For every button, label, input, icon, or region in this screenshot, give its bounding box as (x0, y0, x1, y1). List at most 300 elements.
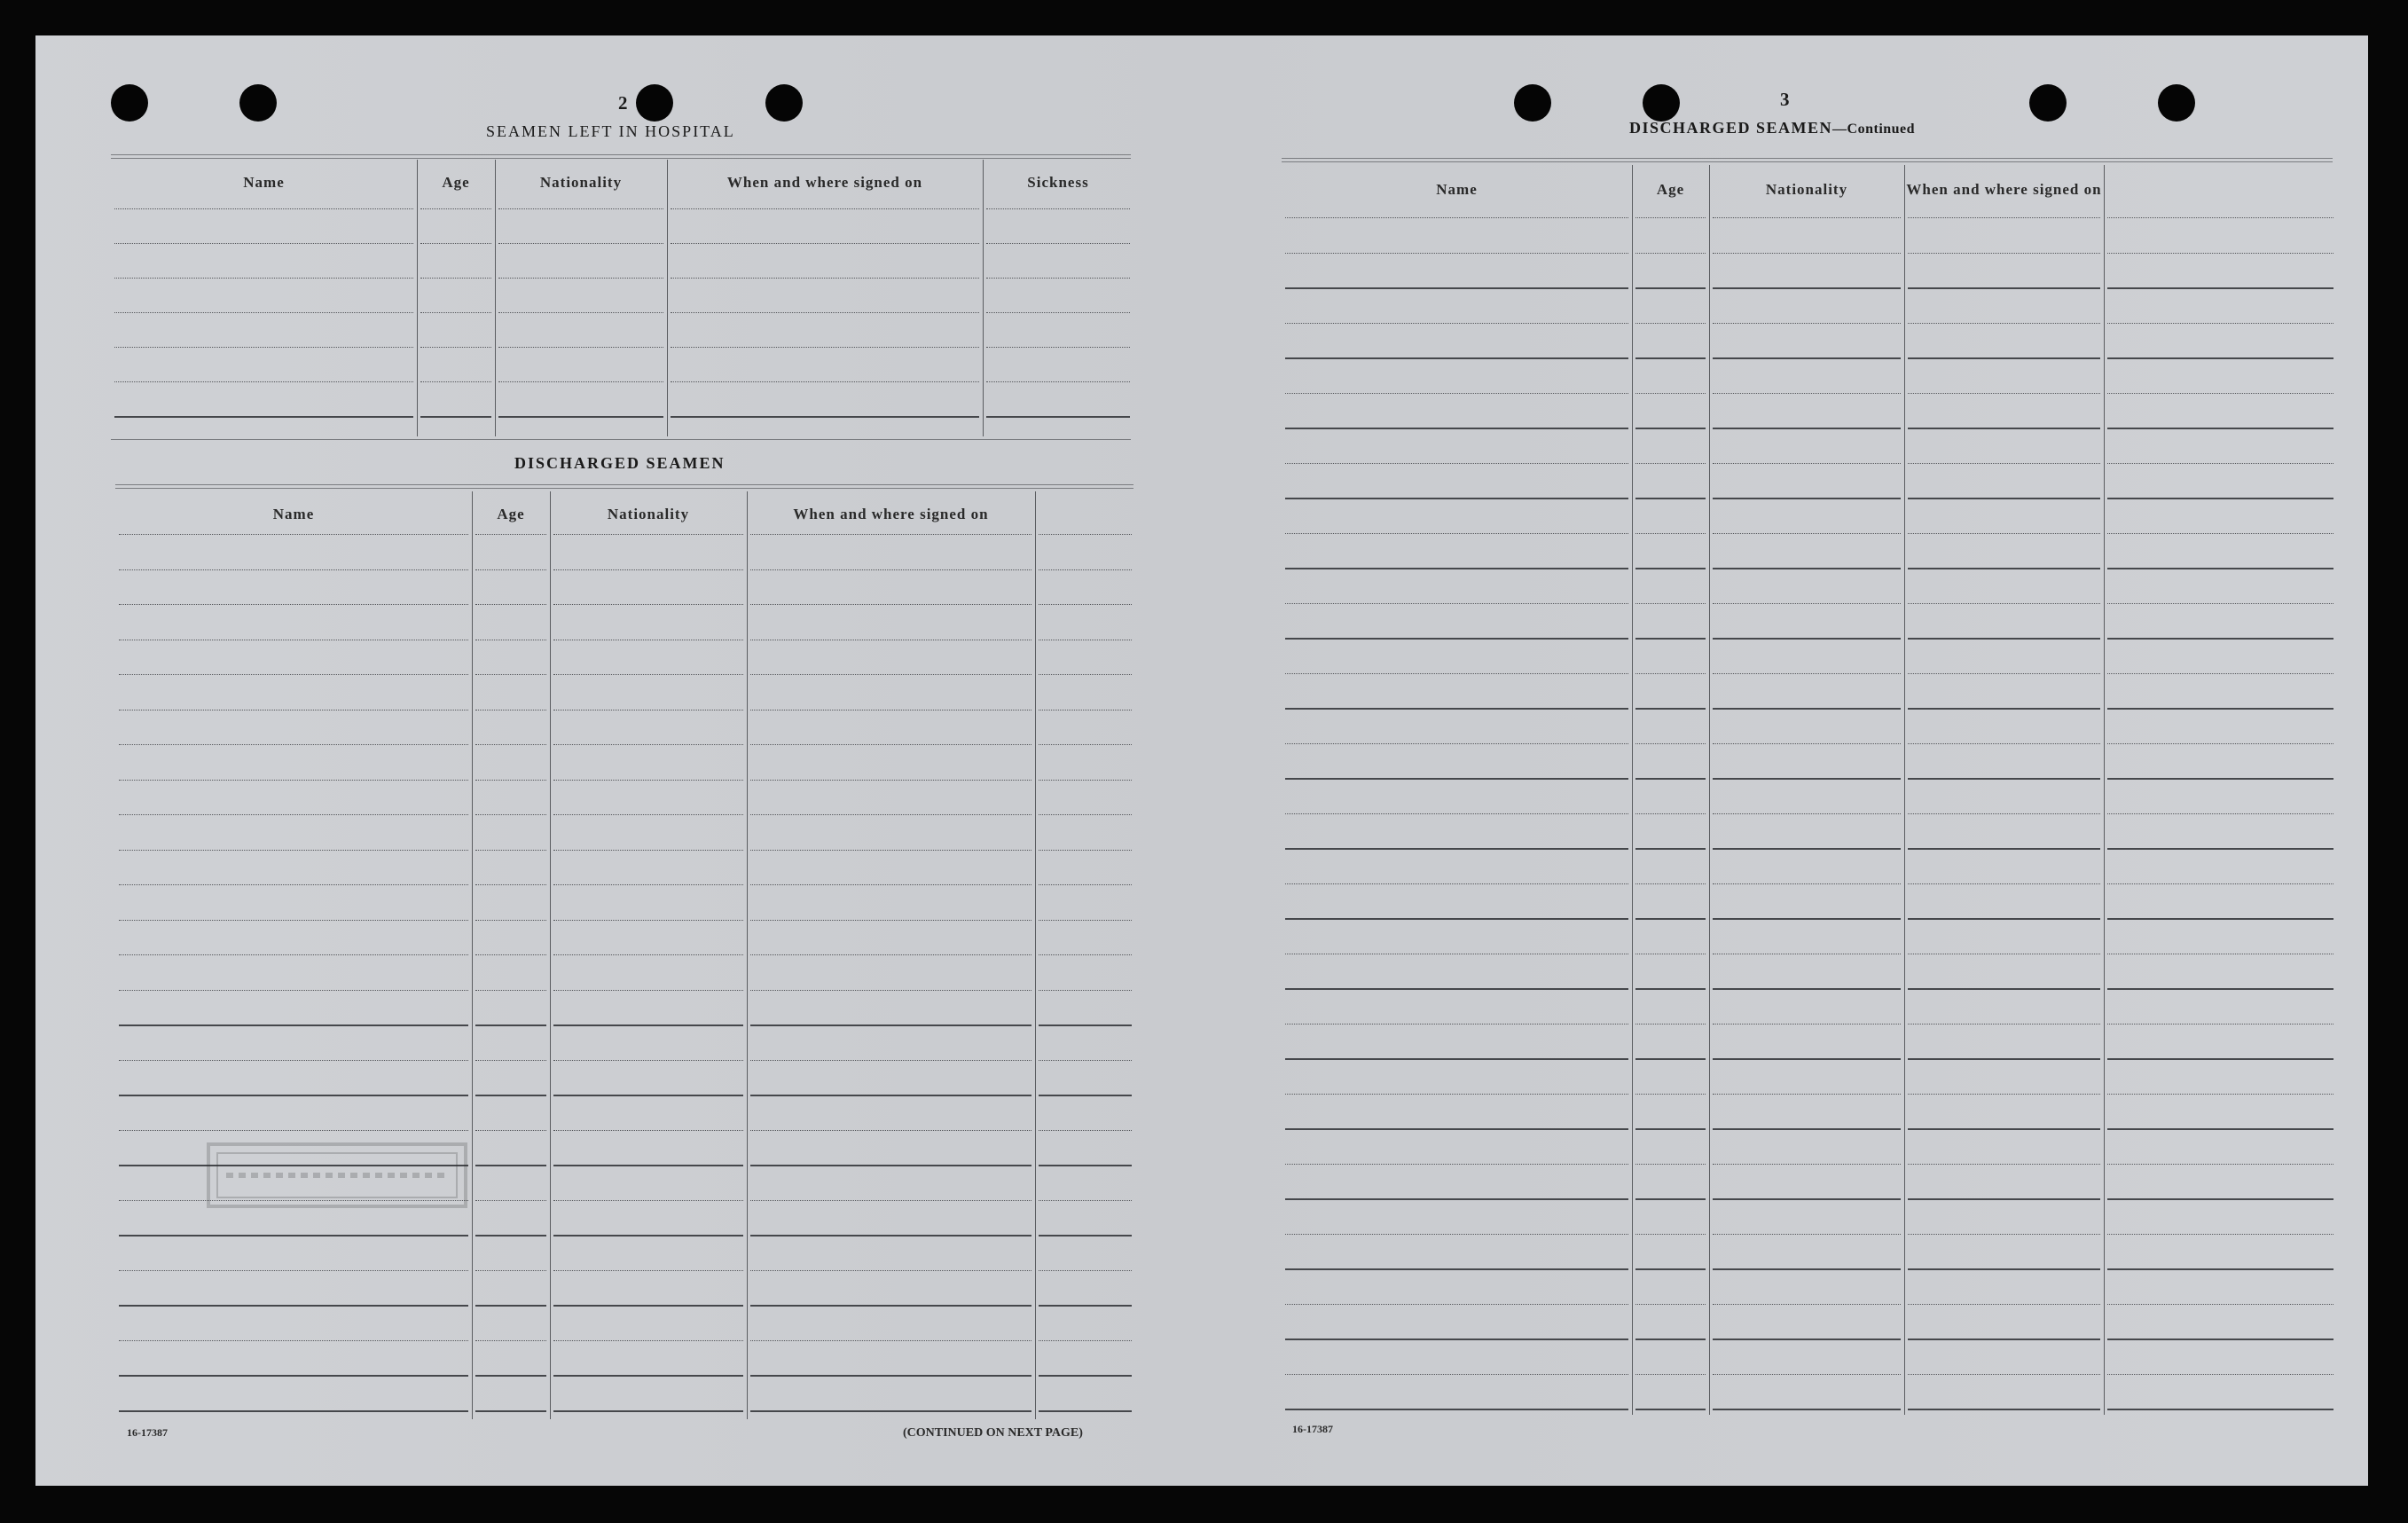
table-row (1285, 498, 1628, 499)
right-form-number: 16-17387 (1292, 1423, 1333, 1435)
table-row (1908, 1374, 2100, 1375)
punch-hole (765, 84, 803, 122)
table-row (1635, 988, 1706, 990)
table-row (1039, 1340, 1132, 1341)
table-row (750, 850, 1031, 851)
table-row (1285, 463, 1628, 464)
table-row (750, 954, 1031, 955)
table-row (420, 347, 491, 348)
table-row (475, 1060, 546, 1061)
table-row (750, 1095, 1031, 1096)
table-row (1285, 848, 1628, 850)
column-header-age: Age (497, 506, 525, 522)
table-row (420, 243, 491, 244)
table-row (475, 954, 546, 955)
table-row (553, 884, 743, 885)
table-row (1285, 1198, 1628, 1200)
column-divider (1709, 165, 1710, 1415)
table-row (750, 604, 1031, 605)
table-row (475, 1235, 546, 1236)
table-row (671, 381, 979, 382)
table-row (498, 347, 663, 348)
table-row (1713, 1198, 1901, 1200)
table-row (986, 381, 1130, 382)
table-row (119, 1305, 468, 1307)
table-row (1713, 673, 1901, 674)
table-row (553, 780, 743, 781)
table-row (1039, 1130, 1132, 1131)
table-row (2107, 743, 2333, 744)
table-row (119, 1060, 468, 1061)
table-row (475, 884, 546, 885)
table-row (1713, 428, 1901, 429)
continued-note: (CONTINUED ON NEXT PAGE) (903, 1426, 1083, 1440)
column-header-nationality: Nationality (539, 174, 623, 191)
table-row (986, 278, 1130, 279)
table-row (475, 1200, 546, 1201)
table-row (986, 243, 1130, 244)
table-row (1713, 323, 1901, 324)
table-row (1713, 743, 1901, 744)
table-row (1635, 498, 1706, 499)
table-row (553, 1410, 743, 1412)
table-row (498, 312, 663, 313)
column-divider (2104, 165, 2105, 1415)
table-row (475, 1375, 546, 1377)
table-row (553, 990, 743, 991)
document-sheet (35, 35, 2368, 1486)
table-row (1908, 393, 2100, 394)
table-row (475, 1410, 546, 1412)
table-row (2107, 568, 2333, 569)
table-row (553, 1095, 743, 1096)
table-row (2107, 357, 2333, 359)
left-page-number: 2 (618, 92, 628, 114)
table-row (1635, 708, 1706, 710)
table-row (1285, 1234, 1628, 1235)
table-row (1635, 287, 1706, 289)
table-row (750, 814, 1031, 815)
table-row (2107, 1058, 2333, 1060)
table-row (2107, 253, 2333, 254)
table-row (1285, 708, 1628, 710)
table-row (119, 534, 468, 535)
table-row (2107, 1409, 2333, 1410)
table-row (750, 744, 1031, 745)
column-divider (747, 491, 748, 1419)
table-row (119, 1340, 468, 1341)
discharged-section-title: DISCHARGED SEAMEN (514, 454, 726, 472)
table-row (1039, 814, 1132, 815)
punch-hole (2158, 84, 2195, 122)
column-divider (1035, 491, 1036, 1419)
column-header-when-and-where-signed-on: When and where signed on (793, 506, 989, 522)
table-row (1039, 954, 1132, 955)
table-row (498, 381, 663, 382)
table-row (2107, 1094, 2333, 1095)
table-row (1908, 1234, 2100, 1235)
table-row (475, 1165, 546, 1166)
table-row (750, 1410, 1031, 1412)
table-row (750, 1375, 1031, 1377)
table-row (1908, 1164, 2100, 1165)
table-row (119, 744, 468, 745)
column-header-when-and-where-signed-on: When and where signed on (726, 174, 923, 191)
table-row (553, 1200, 743, 1201)
faint-stamp-mark (200, 1127, 483, 1224)
table-row (1713, 217, 1901, 218)
column-divider (1632, 165, 1633, 1415)
table-row (2107, 498, 2333, 499)
table-row (1713, 1339, 1901, 1340)
table-row (1713, 1164, 1901, 1165)
table-row (1039, 1375, 1132, 1377)
table-row (1713, 498, 1901, 499)
table-row (1713, 568, 1901, 569)
table-row (750, 1024, 1031, 1026)
discharged-top-rule (111, 439, 1131, 440)
table-row (420, 208, 491, 209)
table-row (1713, 918, 1901, 920)
table-row (114, 208, 413, 209)
table-row (2107, 988, 2333, 990)
table-row (1635, 1268, 1706, 1270)
table-row (475, 920, 546, 921)
table-row (119, 674, 468, 675)
table-row (114, 312, 413, 313)
table-row (1285, 393, 1628, 394)
table-row (119, 1410, 468, 1412)
table-row (119, 884, 468, 885)
column-divider (1904, 165, 1905, 1415)
table-row (119, 780, 468, 781)
column-header-name: Name (272, 506, 315, 522)
table-row (1908, 357, 2100, 359)
table-row (671, 278, 979, 279)
table-row (553, 1060, 743, 1061)
table-row (1635, 1339, 1706, 1340)
table-row (1635, 463, 1706, 464)
table-row (2107, 287, 2333, 289)
table-row (1285, 357, 1628, 359)
table-row (1713, 1058, 1901, 1060)
table-row (1635, 883, 1706, 884)
table-row (1285, 287, 1628, 289)
table-row (2107, 638, 2333, 640)
hospital-title-rule (111, 154, 1131, 155)
table-row (1635, 393, 1706, 394)
table-row (553, 744, 743, 745)
table-row (750, 1165, 1031, 1166)
table-row (2107, 1198, 2333, 1200)
table-row (1285, 568, 1628, 569)
table-row (553, 1024, 743, 1026)
table-row (2107, 918, 2333, 920)
table-row (1039, 884, 1132, 885)
table-row (1635, 533, 1706, 534)
table-row (986, 416, 1130, 418)
table-row (1908, 1339, 2100, 1340)
table-row (1285, 428, 1628, 429)
table-row (420, 381, 491, 382)
table-row (1908, 568, 2100, 569)
table-row (1713, 1234, 1901, 1235)
right-page-number: 3 (1780, 89, 1790, 110)
table-row (1713, 813, 1901, 814)
table-row (1039, 534, 1132, 535)
table-row (2107, 1268, 2333, 1270)
table-row (1285, 1058, 1628, 1060)
table-row (671, 416, 979, 418)
table-row (553, 1305, 743, 1307)
table-row (1713, 1094, 1901, 1095)
table-row (1635, 1409, 1706, 1410)
table-row (475, 990, 546, 991)
table-row (1039, 569, 1132, 570)
table-row (114, 243, 413, 244)
table-row (1908, 1409, 2100, 1410)
table-row (475, 534, 546, 535)
table-row (1285, 1409, 1628, 1410)
table-row (750, 569, 1031, 570)
column-header-sickness: Sickness (1027, 174, 1089, 191)
table-row (1039, 920, 1132, 921)
table-row (671, 312, 979, 313)
table-row (1713, 1128, 1901, 1130)
table-row (986, 347, 1130, 348)
table-row (1908, 1268, 2100, 1270)
table-row (119, 990, 468, 991)
table-row (1908, 323, 2100, 324)
table-row (1635, 357, 1706, 359)
column-header-age: Age (1656, 181, 1685, 198)
table-row (119, 1095, 468, 1096)
table-row (1635, 1058, 1706, 1060)
table-row (119, 1375, 468, 1377)
table-row (1908, 848, 2100, 850)
table-row (2107, 463, 2333, 464)
table-row (114, 278, 413, 279)
table-row (1039, 780, 1132, 781)
table-row (750, 1235, 1031, 1236)
table-row (1635, 217, 1706, 218)
table-row (553, 569, 743, 570)
table-row (1635, 743, 1706, 744)
table-row (553, 920, 743, 921)
table-row (750, 534, 1031, 535)
punch-hole (239, 84, 277, 122)
table-row (1285, 1339, 1628, 1340)
table-row (671, 347, 979, 348)
table-row (1635, 1128, 1706, 1130)
left-form-number: 16-17387 (127, 1426, 168, 1439)
table-row (986, 208, 1130, 209)
table-row (1908, 498, 2100, 499)
table-row (553, 1130, 743, 1131)
table-row (1908, 217, 2100, 218)
table-row (1908, 287, 2100, 289)
table-row (2107, 533, 2333, 534)
table-row (1908, 918, 2100, 920)
table-row (2107, 323, 2333, 324)
table-row (1039, 850, 1132, 851)
column-divider (495, 160, 496, 436)
table-row (1713, 883, 1901, 884)
column-divider (667, 160, 668, 436)
column-divider (983, 160, 984, 436)
table-row (553, 1235, 743, 1236)
table-row (1713, 253, 1901, 254)
table-row (553, 1165, 743, 1166)
table-row (2107, 217, 2333, 218)
table-row (2107, 1374, 2333, 1375)
table-row (2107, 1304, 2333, 1305)
table-row (1908, 603, 2100, 604)
table-row (750, 1340, 1031, 1341)
table-row (553, 534, 743, 535)
table-row (1908, 1058, 2100, 1060)
table-row (1908, 778, 2100, 780)
table-row (1635, 778, 1706, 780)
table-row (119, 850, 468, 851)
table-row (119, 1270, 468, 1271)
right-title-rule (1282, 161, 2333, 162)
table-row (1713, 603, 1901, 604)
table-row (2107, 603, 2333, 604)
table-row (553, 604, 743, 605)
table-row (119, 1235, 468, 1236)
hospital-section-title: SEAMEN LEFT IN HOSPITAL (486, 122, 735, 140)
table-row (1635, 673, 1706, 674)
table-row (750, 1270, 1031, 1271)
table-row (2107, 848, 2333, 850)
table-row (1908, 463, 2100, 464)
table-row (1713, 638, 1901, 640)
table-row (750, 990, 1031, 991)
table-row (1635, 1374, 1706, 1375)
table-row (553, 954, 743, 955)
column-header-nationality: Nationality (607, 506, 690, 522)
table-row (2107, 1164, 2333, 1165)
table-row (2107, 1128, 2333, 1130)
discharged-title-rule (115, 484, 1133, 485)
table-row (1635, 1198, 1706, 1200)
table-row (1635, 603, 1706, 604)
table-row (475, 674, 546, 675)
right-title-rule (1282, 158, 2333, 159)
table-row (1635, 638, 1706, 640)
table-row (1285, 603, 1628, 604)
table-row (1039, 1060, 1132, 1061)
table-row (1039, 1305, 1132, 1307)
table-row (2107, 673, 2333, 674)
table-row (1713, 393, 1901, 394)
column-header-age: Age (442, 174, 470, 191)
right-section-title-main: DISCHARGED SEAMEN (1629, 119, 1833, 137)
hospital-title-rule (111, 158, 1131, 159)
table-row (1713, 988, 1901, 990)
table-row (750, 884, 1031, 885)
table-row (1039, 1270, 1132, 1271)
table-row (553, 814, 743, 815)
table-row (420, 278, 491, 279)
table-row (1713, 463, 1901, 464)
table-row (475, 1340, 546, 1341)
table-row (1039, 990, 1132, 991)
table-row (1908, 253, 2100, 254)
table-row (1635, 1164, 1706, 1165)
table-row (1713, 1304, 1901, 1305)
table-row (553, 1270, 743, 1271)
table-row (1713, 848, 1901, 850)
table-row (1285, 638, 1628, 640)
table-row (1908, 1128, 2100, 1130)
table-row (1713, 1374, 1901, 1375)
table-row (1908, 533, 2100, 534)
table-row (553, 1340, 743, 1341)
table-row (1635, 253, 1706, 254)
table-row (1908, 428, 2100, 429)
table-row (750, 674, 1031, 675)
table-row (1285, 533, 1628, 534)
table-row (475, 780, 546, 781)
table-row (1713, 1409, 1901, 1410)
table-row (475, 1305, 546, 1307)
table-row (671, 243, 979, 244)
table-row (1908, 1094, 2100, 1095)
table-row (1285, 673, 1628, 674)
table-row (1635, 918, 1706, 920)
table-row (750, 780, 1031, 781)
table-row (1039, 1410, 1132, 1412)
table-row (1285, 1268, 1628, 1270)
column-header-when-and-where-signed-on: When and where signed on (1906, 181, 2102, 198)
table-row (498, 208, 663, 209)
table-row (750, 1130, 1031, 1131)
table-row (498, 243, 663, 244)
table-row (1039, 674, 1132, 675)
table-row (1039, 1165, 1132, 1166)
table-row (1285, 1304, 1628, 1305)
table-row (114, 381, 413, 382)
table-row (1713, 778, 1901, 780)
table-row (1635, 1304, 1706, 1305)
table-row (1713, 1268, 1901, 1270)
table-row (1635, 1234, 1706, 1235)
table-row (1635, 848, 1706, 850)
table-row (1285, 883, 1628, 884)
table-row (1285, 743, 1628, 744)
table-row (1713, 533, 1901, 534)
table-row (1285, 1128, 1628, 1130)
table-row (119, 604, 468, 605)
table-row (2107, 393, 2333, 394)
discharged-title-rule (115, 488, 1133, 489)
table-row (1635, 1094, 1706, 1095)
table-row (1039, 1200, 1132, 1201)
column-header-nationality: Nationality (1765, 181, 1848, 198)
table-row (1285, 217, 1628, 218)
table-row (1713, 357, 1901, 359)
table-row (2107, 883, 2333, 884)
table-row (1039, 744, 1132, 745)
table-row (475, 569, 546, 570)
table-row (119, 954, 468, 955)
table-row (475, 814, 546, 815)
punch-hole (1643, 84, 1680, 122)
table-row (2107, 428, 2333, 429)
table-row (119, 814, 468, 815)
